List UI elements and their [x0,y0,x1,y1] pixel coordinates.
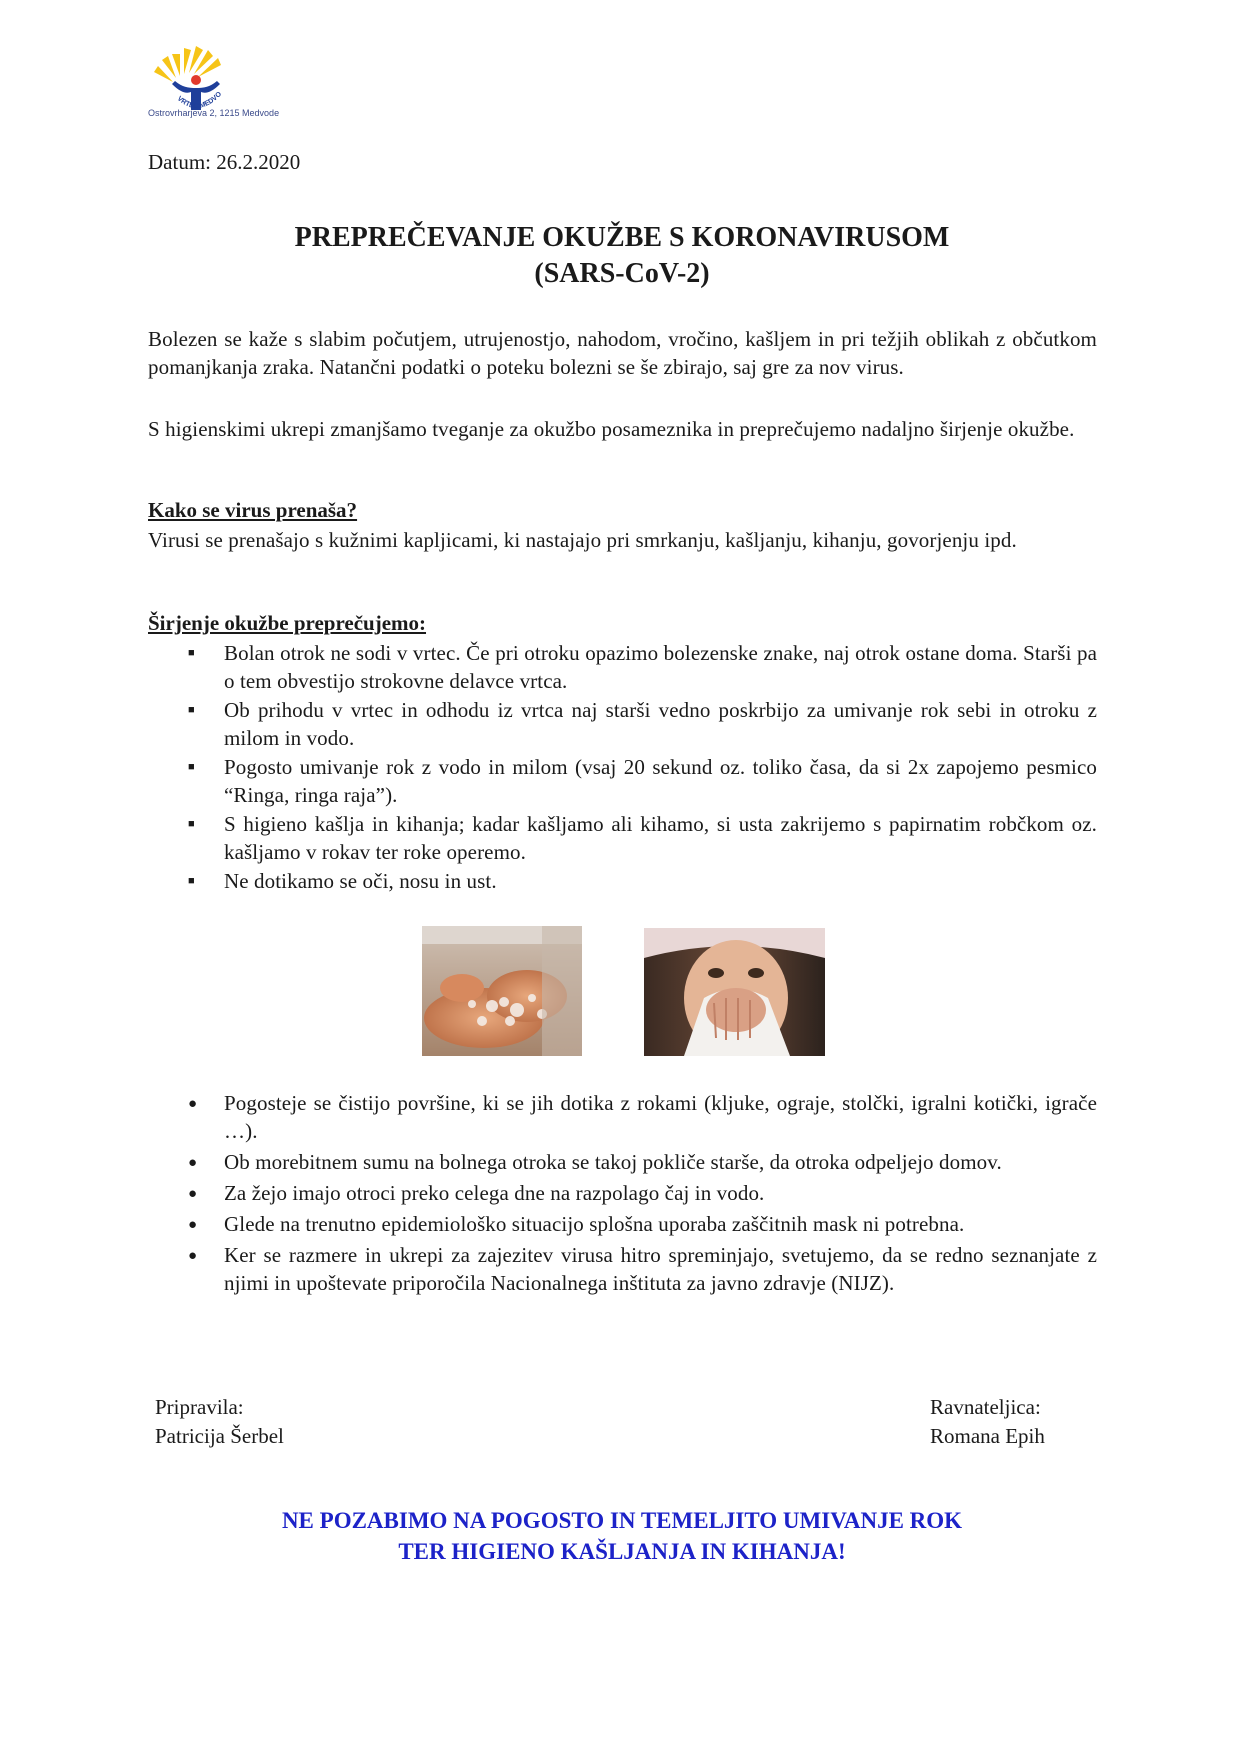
closing-line-1: NE POZABIMO NA POGOSTO IN TEMELJITO UMIVANJE ROK [281,1508,963,1533]
square-bullet-icon: ■ [188,761,195,773]
signature-prepared-by [155,1393,284,1451]
list-item: ● Ob morebitnem sumu na bolnega otroka se takoj pokliče starše, da otroka odpeljejo domov. [148,1148,1097,1176]
closing-reminder [148,1505,1096,1567]
sun-rays-icon [154,46,221,82]
signature-role: Ravnateljica: [930,1395,1041,1419]
list-item: ● Ker se razmere in ukrepi za zajezitev virusa hitro spreminjajo, svetujemo, da se redno seznanjate z njimi in upoštevate priporočila Nacionalnega inštituta za javno zdravje (NIJZ). [188,1243,1097,1295]
signature-role: Pripravila: [155,1395,244,1419]
list-item: ● Glede na trenutno epidemiološko situacijo splošna uporaba zaščitnih mask ni potrebna. [148,1210,1097,1238]
round-bullet-icon: ● [188,1217,198,1233]
signature-name: Romana Epih [930,1424,1045,1448]
logo-arc-text: VRTEC MEDVO [175,90,224,111]
square-bullet-icon: ■ [188,818,195,830]
title-line-1: PREPREČEVANJE OKUŽBE S KORONAVIRUSOM [294,222,950,253]
handwashing-photo [422,926,582,1056]
square-bullet-icon: ■ [188,704,195,716]
spread-paragraph: Virusi se prenašajo s kužnimi kapljicami, ki nastajajo pri smrkanju, kašljanju, kihanju, govorjenju ipd. [148,528,1017,552]
intro-paragraph-2: S higienskimi ukrepi zmanjšamo tveganje za okužbo posameznika in preprečujemo nadaljno širjenje okužbe. [148,417,1075,441]
list-item: ● Pogosteje se čistijo površine, ki se jih dotika z rokami (kljuke, ograje, stolčki, igralni kotički, igrače …). [188,1091,1097,1143]
closing-line-2: TER HIGIENO KAŠLJANJA IN KIHANJA! [398,1539,846,1564]
round-bullet-icon: ● [188,1155,198,1171]
list-item: ● Za žejo imajo otroci preko celega dne na razpolago čaj in vodo. [148,1179,1097,1207]
signature-name: Patricija Šerbel [155,1424,284,1448]
round-bullet-icon: ● [188,1186,198,1202]
logo-address: Ostrovrharjeva 2, 1215 Medvode [148,108,280,118]
document-date: Datum: 26.2.2020 [148,150,301,174]
page-title [148,220,1096,292]
square-bullet-icon: ■ [188,875,195,887]
intro-paragraph-1: Bolezen se kaže s slabim počutjem, utrujenostjo, nahodom, vročino, kašljem in pri težjih oblikah z občutkom pomanjkanja zraka. Natančni podatki o poteku bolezni se še zbirajo, saj gre za nov virus. [148,327,1097,379]
spread-heading: Kako se virus prenaša? [148,498,358,522]
list-item: ■ Pogosto umivanje rok z vodo in milom (vsaj 20 sekund oz. toliko časa, da si 2x zapojemo pesmico “Ringa, ringa raja”). [188,755,1097,807]
list-item: ■ Bolan otrok ne sodi v vrtec. Če pri otroku opazimo bolezenske znake, naj otrok ostane doma. Starši pa o tem obvestijo strokovne delavce vrtca. [188,641,1097,693]
signature-director [930,1393,1045,1451]
round-bullet-icon: ● [188,1096,198,1112]
child-sneezing-photo [644,928,825,1056]
list-item: ■ Ne dotikamo se oči, nosu in ust. [188,869,497,893]
list-item: ■ S higieno kašlja in kihanja; kadar kašljamo ali kihamo, si usta zakrijemo s papirnatim robčkom oz. kašljamo v rokav ter roke operemo. [188,812,1097,864]
prevention-heading: Širjenje okužbe preprečujemo: [148,611,427,635]
square-bullet-icon: ■ [188,647,195,659]
additional-measures-list [148,1089,1097,1300]
title-line-2: (SARS-CoV-2) [534,258,710,289]
prevention-list [148,639,1097,896]
list-item: ■ Ob prihodu v vrtec in odhodu iz vrtca naj starši vedno poskrbijo za umivanje rok sebi in otroku z milom in vodo. [188,698,1097,750]
round-bullet-icon: ● [188,1248,198,1264]
